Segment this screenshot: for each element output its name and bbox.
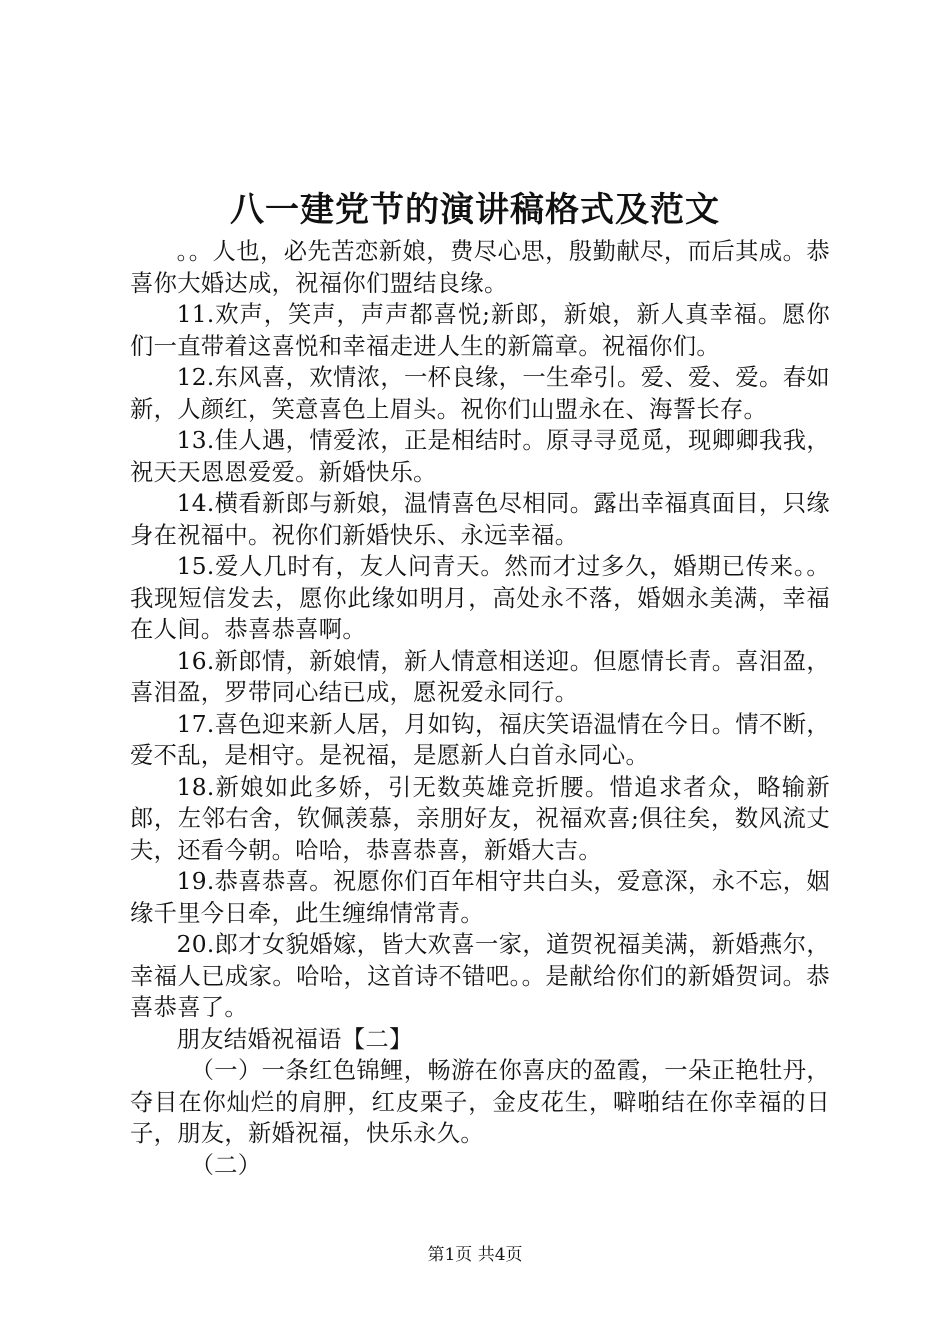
paragraph: 12.东风喜，欢情浓，一杯良缘，一生牵引。爱、爱、爱。春如新，人颜红，笑意喜色上眉头。祝你们山盟永在、海誓长存。 xyxy=(130,364,830,423)
page-title: 八一建党节的演讲稿格式及范文 xyxy=(230,190,720,230)
paragraph: （一）一条红色锦鲤，畅游在你喜庆的盈霞，一朵正艳牡丹，夺目在你灿烂的肩胛，红皮栗子，金皮花生，噼啪结在你幸福的日子，朋友，新婚祝福，快乐永久。 xyxy=(130,1057,830,1147)
page-footer: 第1页 共4页 xyxy=(427,1245,523,1265)
document-body xyxy=(130,236,830,1181)
paragraph: （二） xyxy=(190,1151,262,1179)
paragraph: 18.新娘如此多娇，引无数英雄竞折腰。惜追求者众，略输新郎，左邻右舍，钦佩羡慕，亲朋好友，祝福欢喜;俱往矣，数风流丈夫，还看今朝。哈哈，恭喜恭喜，新婚大吉。 xyxy=(130,773,830,864)
paragraph: 20.郎才女貌婚嫁，皆大欢喜一家，道贺祝福美满，新婚燕尔，幸福人已成家。哈哈，这首诗不错吧。。是献给你们的新婚贺词。恭喜恭喜了。 xyxy=(130,931,830,1021)
paragraph: 17.喜色迎来新人居，月如钩，福庆笑语温情在今日。情不断，爱不乱，是相守。是祝福，是愿新人白首永同心。 xyxy=(130,710,830,769)
paragraph: 11.欢声，笑声，声声都喜悦;新郎，新娘，新人真幸福。愿你们一直带着这喜悦和幸福走进人生的新篇章。祝福你们。 xyxy=(130,301,830,360)
paragraph: 14.横看新郎与新娘，温情喜色尽相同。露出幸福真面目，只缘身在祝福中。祝你们新婚快乐、永远幸福。 xyxy=(130,490,830,549)
section-heading: 朋友结婚祝福语【二】 xyxy=(176,1025,413,1053)
paragraph: 15.爱人几时有，友人问青天。然而才过多久，婚期已传来。。我现短信发去，愿你此缘如明月，高处永不落，婚姻永美满，幸福在人间。恭喜恭喜啊。 xyxy=(130,553,830,643)
paragraph: 16.新郎情，新娘情，新人情意相送迎。但愿情长青。喜泪盈，喜泪盈，罗带同心结已成，愿祝爱永同行。 xyxy=(130,647,830,706)
paragraph: 19.恭喜恭喜。祝愿你们百年相守共白头，爱意深，永不忘，姻缘千里今日牵，此生缠绵情常青。 xyxy=(130,868,830,927)
paragraph: 。。人也，必先苦恋新娘，费尽心思，殷勤献尽，而后其成。恭喜你大婚达成，祝福你们盟结良缘。 xyxy=(130,238,830,297)
paragraph: 13.佳人遇，情爱浓，正是相结时。原寻寻觅觅，现卿卿我我，祝天天恩恩爱爱。新婚快乐。 xyxy=(130,427,830,486)
